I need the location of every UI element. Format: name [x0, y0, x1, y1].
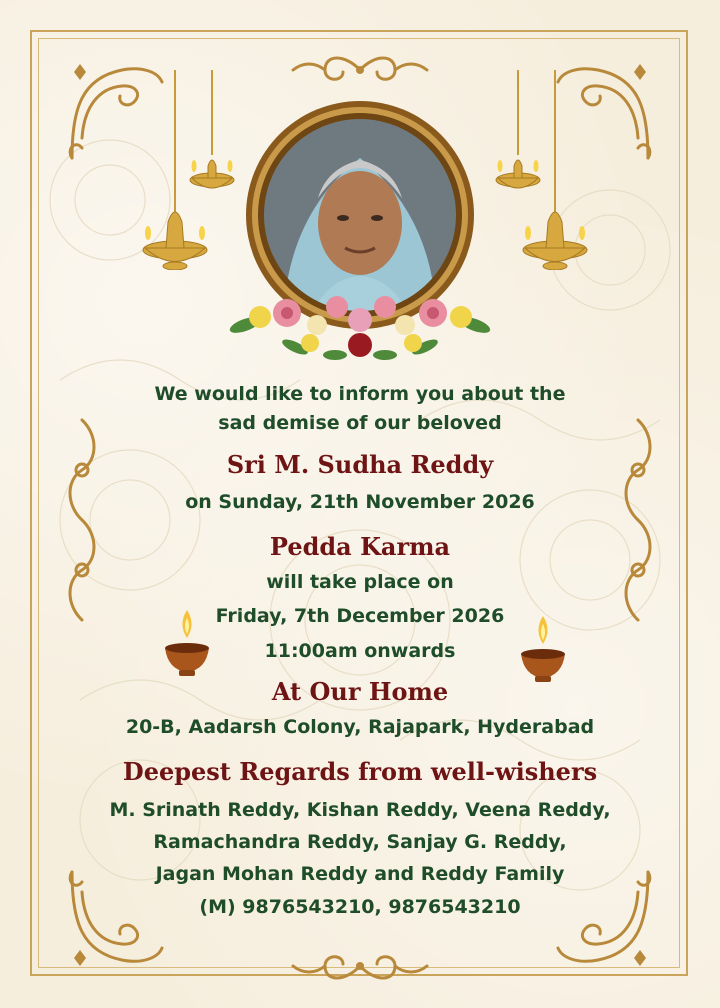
bottom-scroll-ornament-icon	[285, 948, 435, 984]
regards-title: Deepest Regards from well-wishers	[122, 757, 598, 786]
event-line: will take place on	[266, 571, 454, 593]
family-line-2: Ramachandra Reddy, Sanjay G. Reddy,	[153, 831, 567, 853]
event-title: Pedda Karma	[269, 532, 451, 561]
side-ornament-left-icon	[62, 415, 102, 625]
hanging-oil-lamp-icon	[130, 70, 240, 270]
intro-text	[60, 380, 660, 438]
flower-garland-icon	[225, 275, 495, 375]
intro-line-1: We would like to inform you about the	[154, 383, 566, 405]
top-scroll-ornament-icon	[285, 52, 435, 88]
intro-line-2: sad demise of our beloved	[218, 412, 502, 434]
demise-date: on Sunday, 21th November 2026	[185, 491, 535, 513]
venue-title: At Our Home	[271, 677, 449, 706]
family-line-3: Jagan Mohan Reddy and Reddy Family	[155, 863, 565, 885]
event-time: 11:00am onwards	[264, 640, 456, 662]
side-ornament-right-icon	[618, 415, 658, 625]
family-line-1: M. Srinath Reddy, Kishan Reddy, Veena Reddy,	[109, 799, 611, 821]
event-date: Friday, 7th December 2026	[215, 605, 505, 627]
phone-numbers: (M) 9876543210, 9876543210	[199, 896, 521, 918]
venue-address: 20-B, Aadarsh Colony, Rajapark, Hyderabad	[125, 716, 595, 738]
deceased-name: Sri M. Sudha Reddy	[226, 450, 494, 479]
hanging-oil-lamp-icon	[490, 70, 600, 270]
